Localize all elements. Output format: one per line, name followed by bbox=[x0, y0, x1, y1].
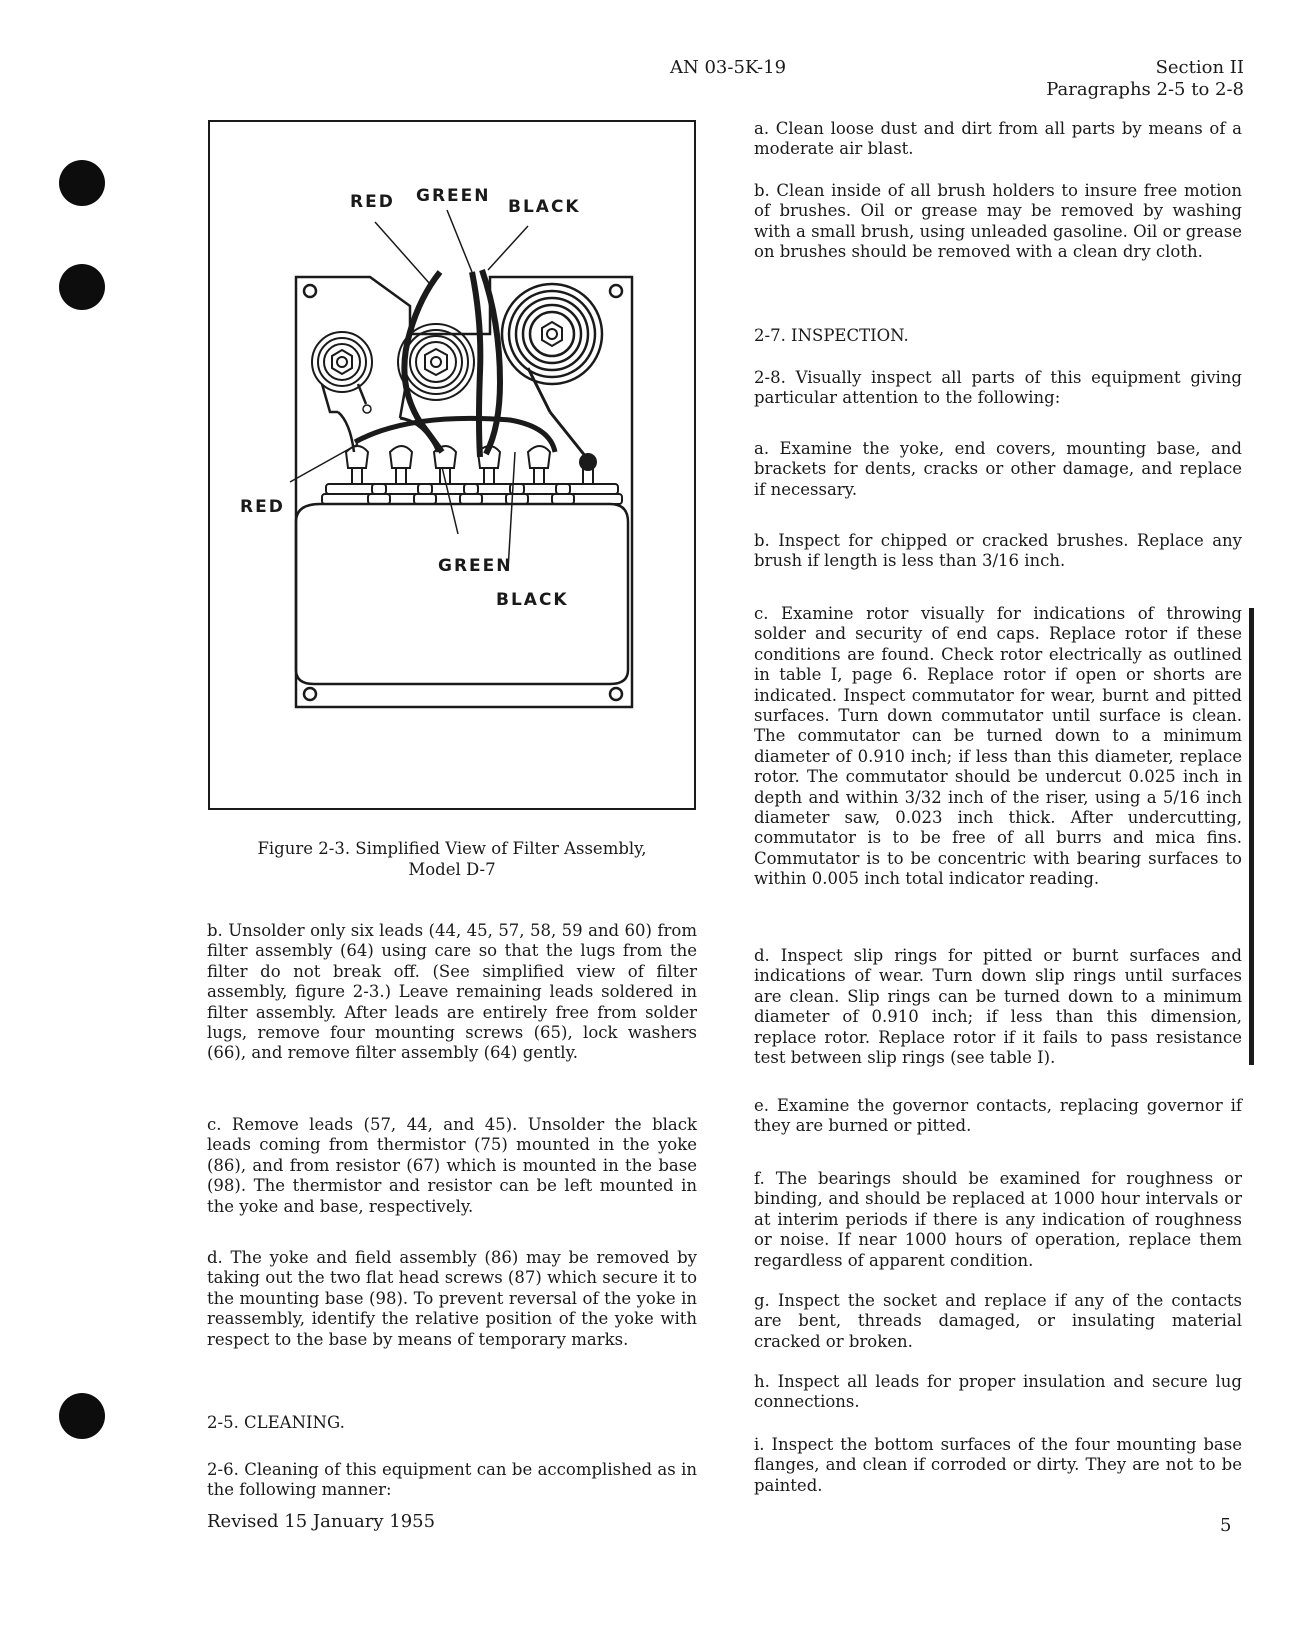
label-green-top: GREEN bbox=[416, 186, 491, 206]
paragraph-left-c: c. Remove leads (57, 44, and 45). Unsolder the black leads coming from thermistor (75) mounted in the yoke (86), and from resistor (67) which is mounted in the base (98). The thermistor and resistor can be left mounted in the yoke and base, respectively. bbox=[207, 1115, 697, 1216]
terminal-lug-1 bbox=[322, 446, 390, 504]
page-number: 5 bbox=[1220, 1515, 1232, 1536]
inspection-c: c. Examine rotor visually for indications of throwing solder and security of end caps. Replace rotor if these conditions are found. Check rotor electrically as outlined in table I, page 6. Replace rotor if open or shorts are indicated. Inspect commutator for wear, burnt and pitted surfaces. Turn down commutator until surface is clean. The commutator can be turned down to a minimum diameter of 0.910 inch; if less than this diameter, replace rotor. The commutator should be undercut 0.025 inch in depth and within 3/32 inch of the riser, using a 5/16 inch diameter saw, 0.023 inch thick. After undercutting, commutator is to be free of all burrs and mica fins. Commutator is to be concentric with bearing surfaces to within 0.005 inch total indicator reading. bbox=[754, 604, 1242, 889]
inspection-a: a. Examine the yoke, end covers, mounting base, and brackets for dents, cracks or other damage, and replace if necessary. bbox=[754, 439, 1242, 499]
mounting-hole-tr bbox=[610, 285, 622, 297]
terminal-lug-2 bbox=[368, 446, 436, 504]
revision-date: Revised 15 January 1955 bbox=[207, 1511, 436, 1532]
terminal-lug-4 bbox=[460, 446, 528, 504]
inspection-i: i. Inspect the bottom surfaces of the four mounting base flanges, and clean if corroded or dirty. They are not to be painted. bbox=[754, 1435, 1242, 1495]
paragraph-right-a: a. Clean loose dust and dirt from all parts by means of a moderate air blast. bbox=[754, 119, 1242, 159]
paragraph-2-6: 2-6. Cleaning of this equipment can be accomplished as in the following manner: bbox=[207, 1460, 697, 1500]
label-red-side: RED bbox=[240, 497, 285, 517]
mounting-hole-br bbox=[610, 688, 622, 700]
label-black-bottom: BLACK bbox=[496, 590, 569, 610]
heading-cleaning: 2-5. CLEANING. bbox=[207, 1413, 345, 1432]
terminal-lug-5 bbox=[506, 446, 574, 504]
punch-hole-bottom bbox=[59, 1393, 105, 1439]
inspection-h: h. Inspect all leads for proper insulation and secure lug connections. bbox=[754, 1372, 1242, 1412]
filter-assembly-drawing bbox=[210, 122, 694, 808]
revision-change-bar bbox=[1249, 608, 1254, 1065]
filter-can bbox=[296, 504, 628, 684]
paragraph-right-b: b. Clean inside of all brush holders to insure free motion of brushes. Oil or grease may be removed by washing with a small brush, using unleaded gasoline. Oil or grease on brushes should be removed with a clean dry cloth. bbox=[754, 181, 1242, 262]
inspection-e: e. Examine the governor contacts, replacing governor if they are burned or pitted. bbox=[754, 1096, 1242, 1136]
mounting-hole-tl bbox=[304, 285, 316, 297]
section-label: Section II bbox=[1155, 57, 1244, 78]
paragraph-range: Paragraphs 2-5 to 2-8 bbox=[1046, 79, 1244, 100]
figure-caption bbox=[207, 838, 697, 880]
label-green-bottom: GREEN bbox=[438, 556, 513, 576]
label-black-top: BLACK bbox=[508, 197, 581, 217]
coil-large-right bbox=[502, 284, 602, 412]
lead-black bbox=[482, 270, 500, 454]
figure-caption-line2: Model D-7 bbox=[408, 860, 496, 879]
figure-frame bbox=[208, 120, 696, 810]
mounting-hole-bl bbox=[304, 688, 316, 700]
paragraph-left-b: b. Unsolder only six leads (44, 45, 57, 58, 59 and 60) from filter assembly (64) using care so that the lugs from the filter do not break off. (See simplified view of filter assembly, figure 2-3.) Leave remaining leads soldered in filter assembly. After leads are entirely free from solder lugs, remove four mounting screws (65), lock washers (66), and remove filter assembly (64) gently. bbox=[207, 921, 697, 1063]
figure-caption-line1: Figure 2-3. Simplified View of Filter Assembly, bbox=[257, 839, 647, 858]
paragraph-2-8: 2-8. Visually inspect all parts of this equipment giving particular attention to the following: bbox=[754, 368, 1242, 408]
punch-hole-middle bbox=[59, 264, 105, 310]
inspection-b: b. Inspect for chipped or cracked brushes. Replace any brush if length is less than 3/16 inch. bbox=[754, 531, 1242, 571]
inspection-d: d. Inspect slip rings for pitted or burnt surfaces and indications of wear. Turn down slip rings until surfaces are clean. Slip rings can be turned down to a minimum diameter of 0.910 inch; if less than this dimension, replace rotor. Replace rotor if it fails to pass resistance test between slip rings (see table I). bbox=[754, 946, 1242, 1068]
terminal-lug-6 bbox=[552, 453, 622, 504]
label-red-top: RED bbox=[350, 192, 395, 212]
inspection-f: f. The bearings should be examined for roughness or binding, and should be replaced at 1000 hour intervals or at interim periods if there is any indication of roughness or noise. If near 1000 hours of operation, replace them regardless of apparent condition. bbox=[754, 1169, 1242, 1270]
paragraph-left-d: d. The yoke and field assembly (86) may be removed by taking out the two flat head screws (87) which secure it to the mounting base (98). To prevent reversal of the yoke in reassembly, identify the relative position of the yoke with respect to the base by means of temporary marks. bbox=[207, 1248, 697, 1349]
inspection-g: g. Inspect the socket and replace if any of the contacts are bent, threads damaged, or insulating material cracked or broken. bbox=[754, 1291, 1242, 1351]
punch-hole-top bbox=[59, 160, 105, 206]
heading-inspection: 2-7. INSPECTION. bbox=[754, 326, 909, 345]
doc-number: AN 03-5K-19 bbox=[670, 57, 787, 78]
coil-small-left bbox=[312, 332, 372, 413]
